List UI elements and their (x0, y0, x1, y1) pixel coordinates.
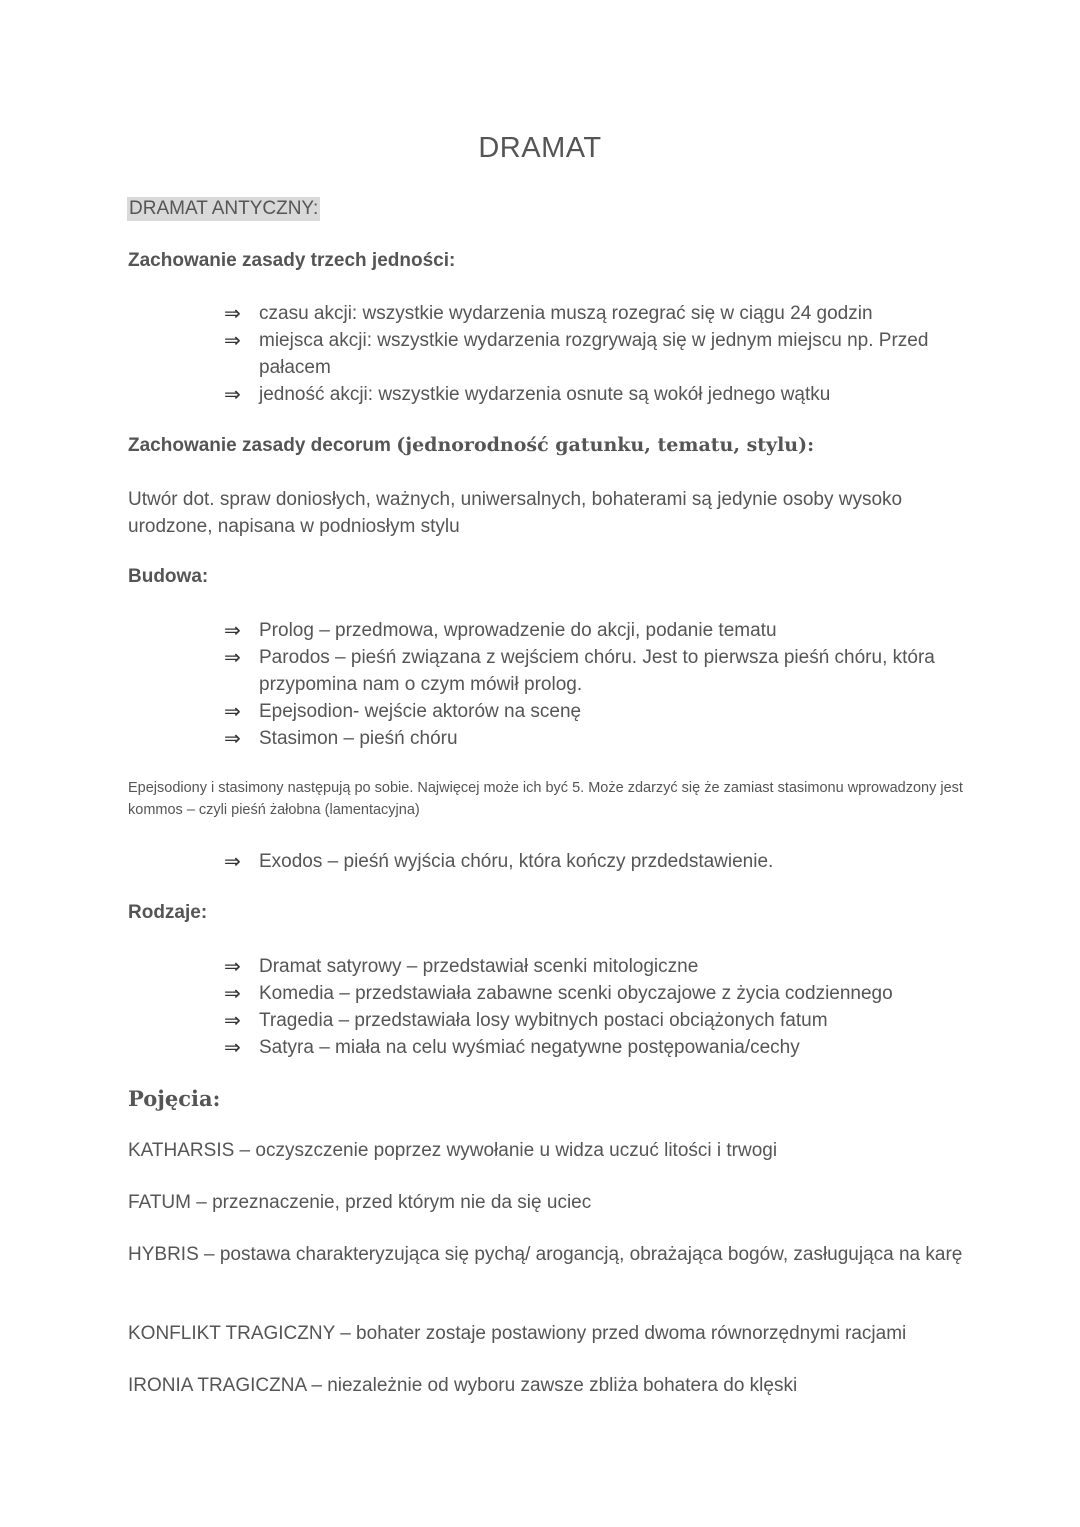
list-item: ⇒ Epejsodion- wejście aktorów na scenę (224, 699, 582, 723)
list-item: ⇒ czasu akcji: wszystkie wydarzenia muszą rozegrać się w ciągu 24 godzin (224, 301, 873, 325)
concept-ironia-tragiczna: IRONIA TRAGICZNA – niezależnie od wyboru zawsze zbliża bohatera do klęski (128, 1375, 798, 1396)
arrow-icon: ⇒ (224, 328, 241, 352)
section-title: DRAMAT ANTYCZNY: (129, 198, 319, 219)
list-item: ⇒ Dramat satyrowy – przedstawiał scenki mitologiczne (224, 954, 699, 978)
list-item: ⇒ Stasimon – pieśń chóru (224, 726, 458, 750)
arrow-icon: ⇒ (224, 849, 241, 873)
types-list (224, 953, 964, 1061)
arrow-icon: ⇒ (224, 301, 241, 325)
concepts-heading: Pojęcia: (128, 1086, 221, 1111)
concept-konflikt-tragiczny: KONFLIKT TRAGICZNY – bohater zostaje postawiony przed dwoma równorzędnymi racjami (128, 1323, 907, 1344)
unity-heading: Zachowanie zasady trzech jedności: (128, 250, 456, 271)
page-title: DRAMAT (478, 132, 602, 164)
list-item: ⇒ Satyra – miała na celu wyśmiać negatywne postępowania/cechy (224, 1035, 800, 1059)
arrow-icon: ⇒ (224, 382, 241, 406)
exodos-list (224, 848, 964, 875)
structure-heading: Budowa: (128, 566, 209, 587)
structure-note: Epejsodiony i stasimony następują po sobie. Najwięcej może ich być 5. Może zdarzyć się że zamiast stasimonu wprowadzony jest kommos – czyli pieśń żałobna (lamentacyjna) (128, 780, 963, 818)
arrow-icon: ⇒ (224, 699, 241, 723)
structure-list (224, 617, 964, 752)
arrow-icon: ⇒ (224, 1035, 241, 1059)
list-item: ⇒ Exodos – pieśń wyjścia chóru, która kończy przdedstawienie. (224, 849, 774, 873)
decorum-text: Utwór dot. spraw doniosłych, ważnych, uniwersalnych, bohaterami są jedynie osoby wysoko urodzone, napisana w podniosłym stylu (128, 489, 903, 537)
list-item: ⇒ Tragedia – przedstawiała losy wybitnych postaci obciążonych fatum (224, 1008, 828, 1032)
arrow-icon: ⇒ (224, 954, 241, 978)
concept-katharsis: KATHARSIS – oczyszczenie poprzez wywołanie u widza uczuć litości i trwogi (128, 1140, 778, 1161)
concept-fatum: FATUM – przeznaczenie, przed którym nie da się uciec (128, 1192, 592, 1213)
types-heading: Rodzaje: (128, 902, 208, 923)
list-item: ⇒ miejsca akcji: wszystkie wydarzenia rozgrywają się w jednym miejscu np. Przed pałacem (224, 328, 929, 378)
list-item: ⇒ Komedia – przedstawiała zabawne scenki obyczajowe z życia codziennego (224, 981, 893, 1005)
unity-list (224, 300, 964, 408)
list-item: ⇒ Parodos – pieśń związana z wejściem chóru. Jest to pierwsza pieśń chóru, która przypomina nam o czym mówił prolog. (224, 645, 935, 695)
arrow-icon: ⇒ (224, 618, 241, 642)
arrow-icon: ⇒ (224, 645, 241, 669)
list-item: ⇒ jedność akcji: wszystkie wydarzenia osnute są wokół jednego wątku (224, 382, 831, 406)
arrow-icon: ⇒ (224, 1008, 241, 1032)
decorum-heading: Zachowanie zasady decorum (jednorodność gatunku, tematu, stylu): (128, 434, 815, 456)
arrow-icon: ⇒ (224, 981, 241, 1005)
concept-hybris: HYBRIS – postawa charakteryzująca się pychą/ arogancją, obrażająca bogów, zasługująca na karę (128, 1244, 963, 1265)
arrow-icon: ⇒ (224, 726, 241, 750)
list-item: ⇒ Prolog – przedmowa, wprowadzenie do akcji, podanie tematu (224, 618, 777, 642)
